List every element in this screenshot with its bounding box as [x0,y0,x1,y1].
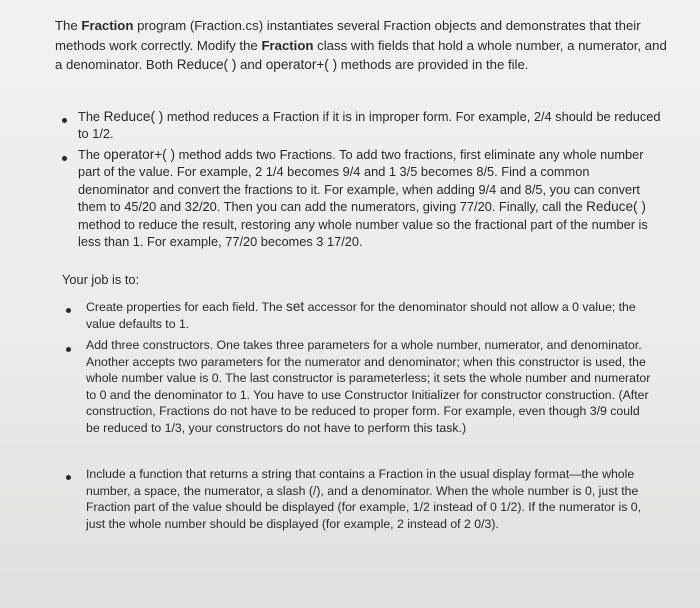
bullet-code-reduce: Reduce( ) [586,199,646,215]
intro-text-5: methods are provided in the file. [337,57,529,72]
bullet-dot [62,156,67,161]
bullet-text-2: method to reduce the result, restoring any whole number value so the fractional part of the number is less than 1. For example, 77/20 becomes 3 17/20. [78,216,648,250]
intro-text-3: class with fields that hold a whole number, a numerator, and a denominator. Both [55,37,667,72]
bullet-dot [62,118,67,123]
intro-paragraph [55,16,670,75]
bullet-dot [66,347,71,352]
bullet-reduce [78,108,663,143]
task-text-2: accessor for the denominator should not allow a 0 value; the value defaults to 1. [86,300,636,331]
bullet-lead: The [78,147,104,162]
intro-bold-fraction-2: Fraction [261,37,314,53]
task-tostring [86,466,651,532]
bullet-code: Reduce( ) [103,109,164,124]
bullet-code: operator+( ) [103,147,176,162]
bullet-text: method adds two Fractions. To add two fractions, first eliminate any whole number part of the value. For example, 2 1/4 becomes 9/4 and 1 3/5 becomes 8/5. Find a common denominator and convert the fractions to it. For example, when adding 9/4 and 8/5, you can convert them to 45/20 and 32/20. Then you can add the numerators, giving 77/20. Finally, call the [78,147,644,215]
bullet-text: method reduces a Fraction if it is in improper form. For example, 2/4 should be reduced to 1/2. [78,109,661,142]
task-text: Create properties for each field. The [86,300,287,314]
intro-code-operator: operator+( ) [265,57,338,72]
bullet-dot [66,308,71,313]
intro-text-4: and [236,57,266,72]
bullet-dot [66,475,71,480]
task-code-set: set [286,299,305,314]
bullet-lead: The [78,109,104,124]
intro-text-2: program (Fraction.cs) instantiates several Fraction objects and demonstrates that their methods work correctly. Modify the [55,18,641,53]
task-text: Add three constructors. One takes three parameters for a whole number, numerator, and denominator. Another accepts two parameters for the numerator and denominator; when this constructor is used, the whole number value is 0. The last constructor is parameterless; it sets the whole number and numerator to 0 and the denominator to 1. You have to use Constructor Initializer for constructor construction. (After construction, Fractions do not have to be reduced to proper form. For example, even though 3/9 could be reduced to 1/3, your constructors do not have to perform this task.) [86,338,651,435]
task-properties [86,299,651,332]
task-text: Include a function that returns a string that contains a Fraction in the usual display format—the whole number, a space, the numerator, a slash (/), and a denominator. When the whole number is 0, just the Fraction part of the value should be displayed (for example, 1/2 instead of 0 1/2). If the numerator is 0, just the whole number should be displayed (for example, 2 instead of 2 0/3). [86,467,642,531]
intro-text-1: The [55,18,82,33]
task-constructors [86,337,651,437]
intro-code-reduce: Reduce( ) [176,57,237,72]
bullet-operator [78,146,663,250]
your-job-heading: Your job is to: [62,272,140,287]
intro-bold-fraction-1: Fraction [81,18,134,33]
